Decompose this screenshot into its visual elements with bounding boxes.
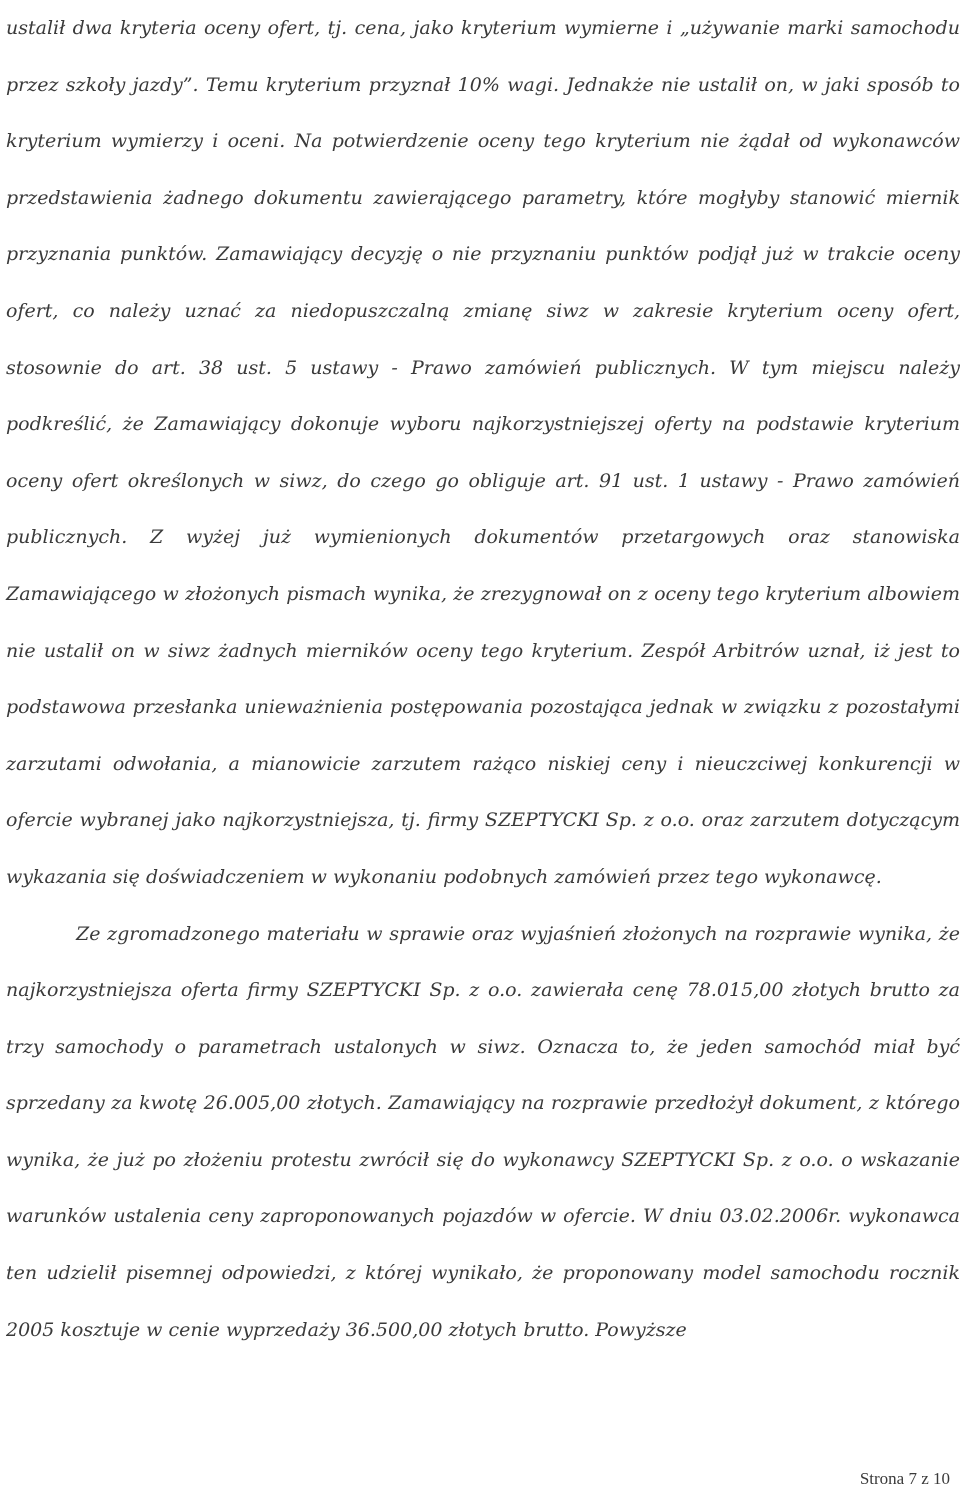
page-number: Strona 7 z 10 [859,1469,950,1488]
paragraph-1: ustalił dwa kryteria oceny ofert, tj. cena, jako kryterium wymierne i „używanie marki samochodu przez szkoły jazdy”. Temu kryterium przyznał 10% wagi. Jednakże nie ustalił on, w jaki sposób to kryterium wymierzy i oceni. Na potwierdzenie oceny tego kryterium nie żądał od wykonawców przedstawienia żadnego dokumentu zawierającego parametry, które mogłyby stanowić miernik przyznania punktów. Zamawiający decyzję o nie przyznaniu punktów podjął już w trakcie oceny ofert, co należy uznać za niedopuszczalną zmianę siwz w zakresie kryterium oceny ofert, stosownie do art. 38 ust. 5 ustawy - Prawo zamówień publicznych. W tym miejscu należy podkreślić, że Zamawiający dokonuje wyboru najkorzystniejszej oferty na podstawie kryterium oceny ofert określonych w siwz, do czego go obliguje art. 91 ust. 1 ustawy - Prawo zamówień publicznych. Z wyżej już wymienionych dokumentów przetargowych oraz stanowiska Zamawiającego w złożonych pismach wynika, że zrezygnował on z oceny tego kryterium albowiem nie ustalił on w siwz żadnych mierników oceny tego kryterium. Zespół Arbitrów uznał, iż jest to podstawowa przesłanka unieważnienia postępowania pozostająca jednak w związku z pozostałymi zarzutami odwołania, a mianowicie zarzutem rażąco niskiej ceny i nieuczciwej konkurencji w ofercie wybranej jako najkorzystniejsza, tj. firmy SZEPTYCKI Sp. z o.o. oraz zarzutem dotyczącym wykazania się doświadczeniem w wykonaniu podobnych zamówień przez tego wykonawcę. [6,17,960,888]
paragraph-2: Ze zgromadzonego materiału w sprawie oraz wyjaśnień złożonych na rozprawie wynika, że najkorzystniejsza oferta firmy SZEPTYCKI Sp. z o.o. zawierała cenę 78.015,00 złotych brutto za trzy samochody o parametrach ustalonych w siwz. Oznacza to, że jeden samochód miał być sprzedany za kwotę 26.005,00 złotych. Zamawiający na rozprawie przedłożył dokument, z którego wynika, że już po złożeniu protestu zwrócił się do wykonawcy SZEPTYCKI Sp. z o.o. o wskazanie warunków ustalenia ceny zaproponowanych pojazdów w ofercie. W dniu 03.02.2006r. wykonawca ten udzielił pisemnej odpowiedzi, z której wynikało, że proponowany model samochodu rocznik 2005 kosztuje w cenie wyprzedaży 36.500,00 złotych brutto. Powyższe [6,922,960,1341]
document-body [6,0,960,1358]
